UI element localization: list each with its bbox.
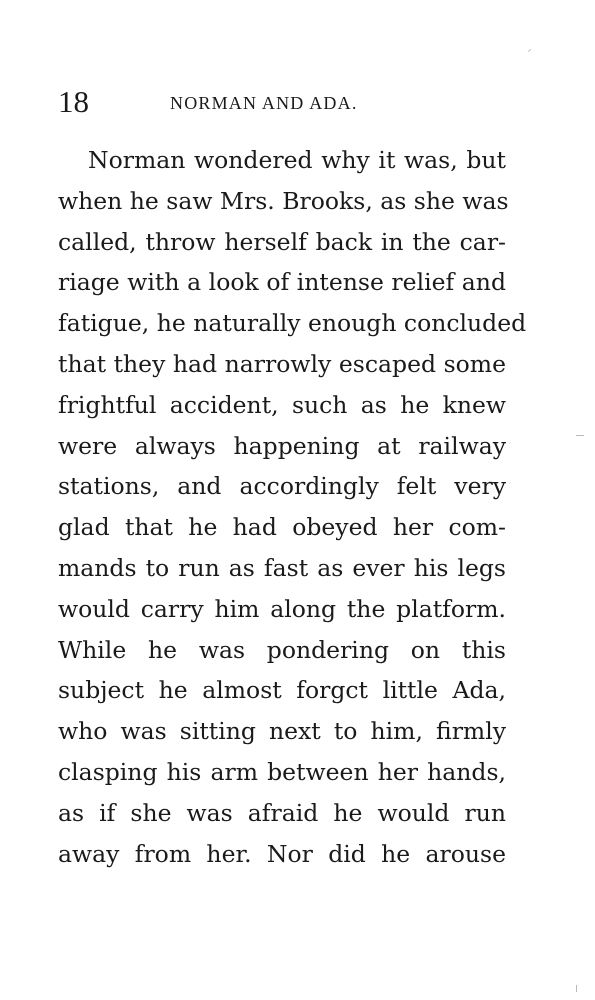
text-line: While he was pondering on this: [58, 635, 506, 664]
text-line: that they had narrowly escaped some: [58, 349, 506, 378]
text-line: were always happening at railway: [58, 431, 506, 460]
scan-speck: [528, 49, 531, 52]
page-number: 18: [58, 84, 89, 119]
text-line: subject he almost forgct little Ada,: [58, 676, 506, 705]
body-text: [58, 140, 527, 874]
text-line: glad that he had obeyed her com-: [58, 513, 506, 542]
text-line: Norman wondered why it was, but: [88, 146, 506, 174]
text-line: when he saw Mrs. Brooks, as she was: [58, 186, 509, 215]
scan-speck: [576, 985, 577, 992]
scan-speck: [576, 435, 584, 436]
text-line: as if she was afraid he would run: [58, 798, 506, 827]
text-line: fatigue, he naturally enough concluded: [58, 309, 527, 338]
text-line: frightful accident, such as he knew: [58, 390, 506, 419]
text-line: would carry him along the platform.: [58, 594, 506, 623]
text-line: riage with a look of intense relief and: [58, 268, 506, 297]
text-line: who was sitting next to him, firmly: [58, 717, 506, 746]
text-line: clasping his arm between her hands,: [58, 757, 506, 786]
running-head: [58, 84, 518, 124]
text-line: stations, and accordingly felt very: [58, 472, 506, 501]
text-line: called, throw herself back in the car-: [58, 227, 506, 256]
text-line: mands to run as fast as ever his legs: [58, 553, 506, 582]
text-line: away from her. Nor did he arouse: [58, 839, 506, 868]
running-title: NORMAN AND ADA.: [170, 93, 358, 113]
